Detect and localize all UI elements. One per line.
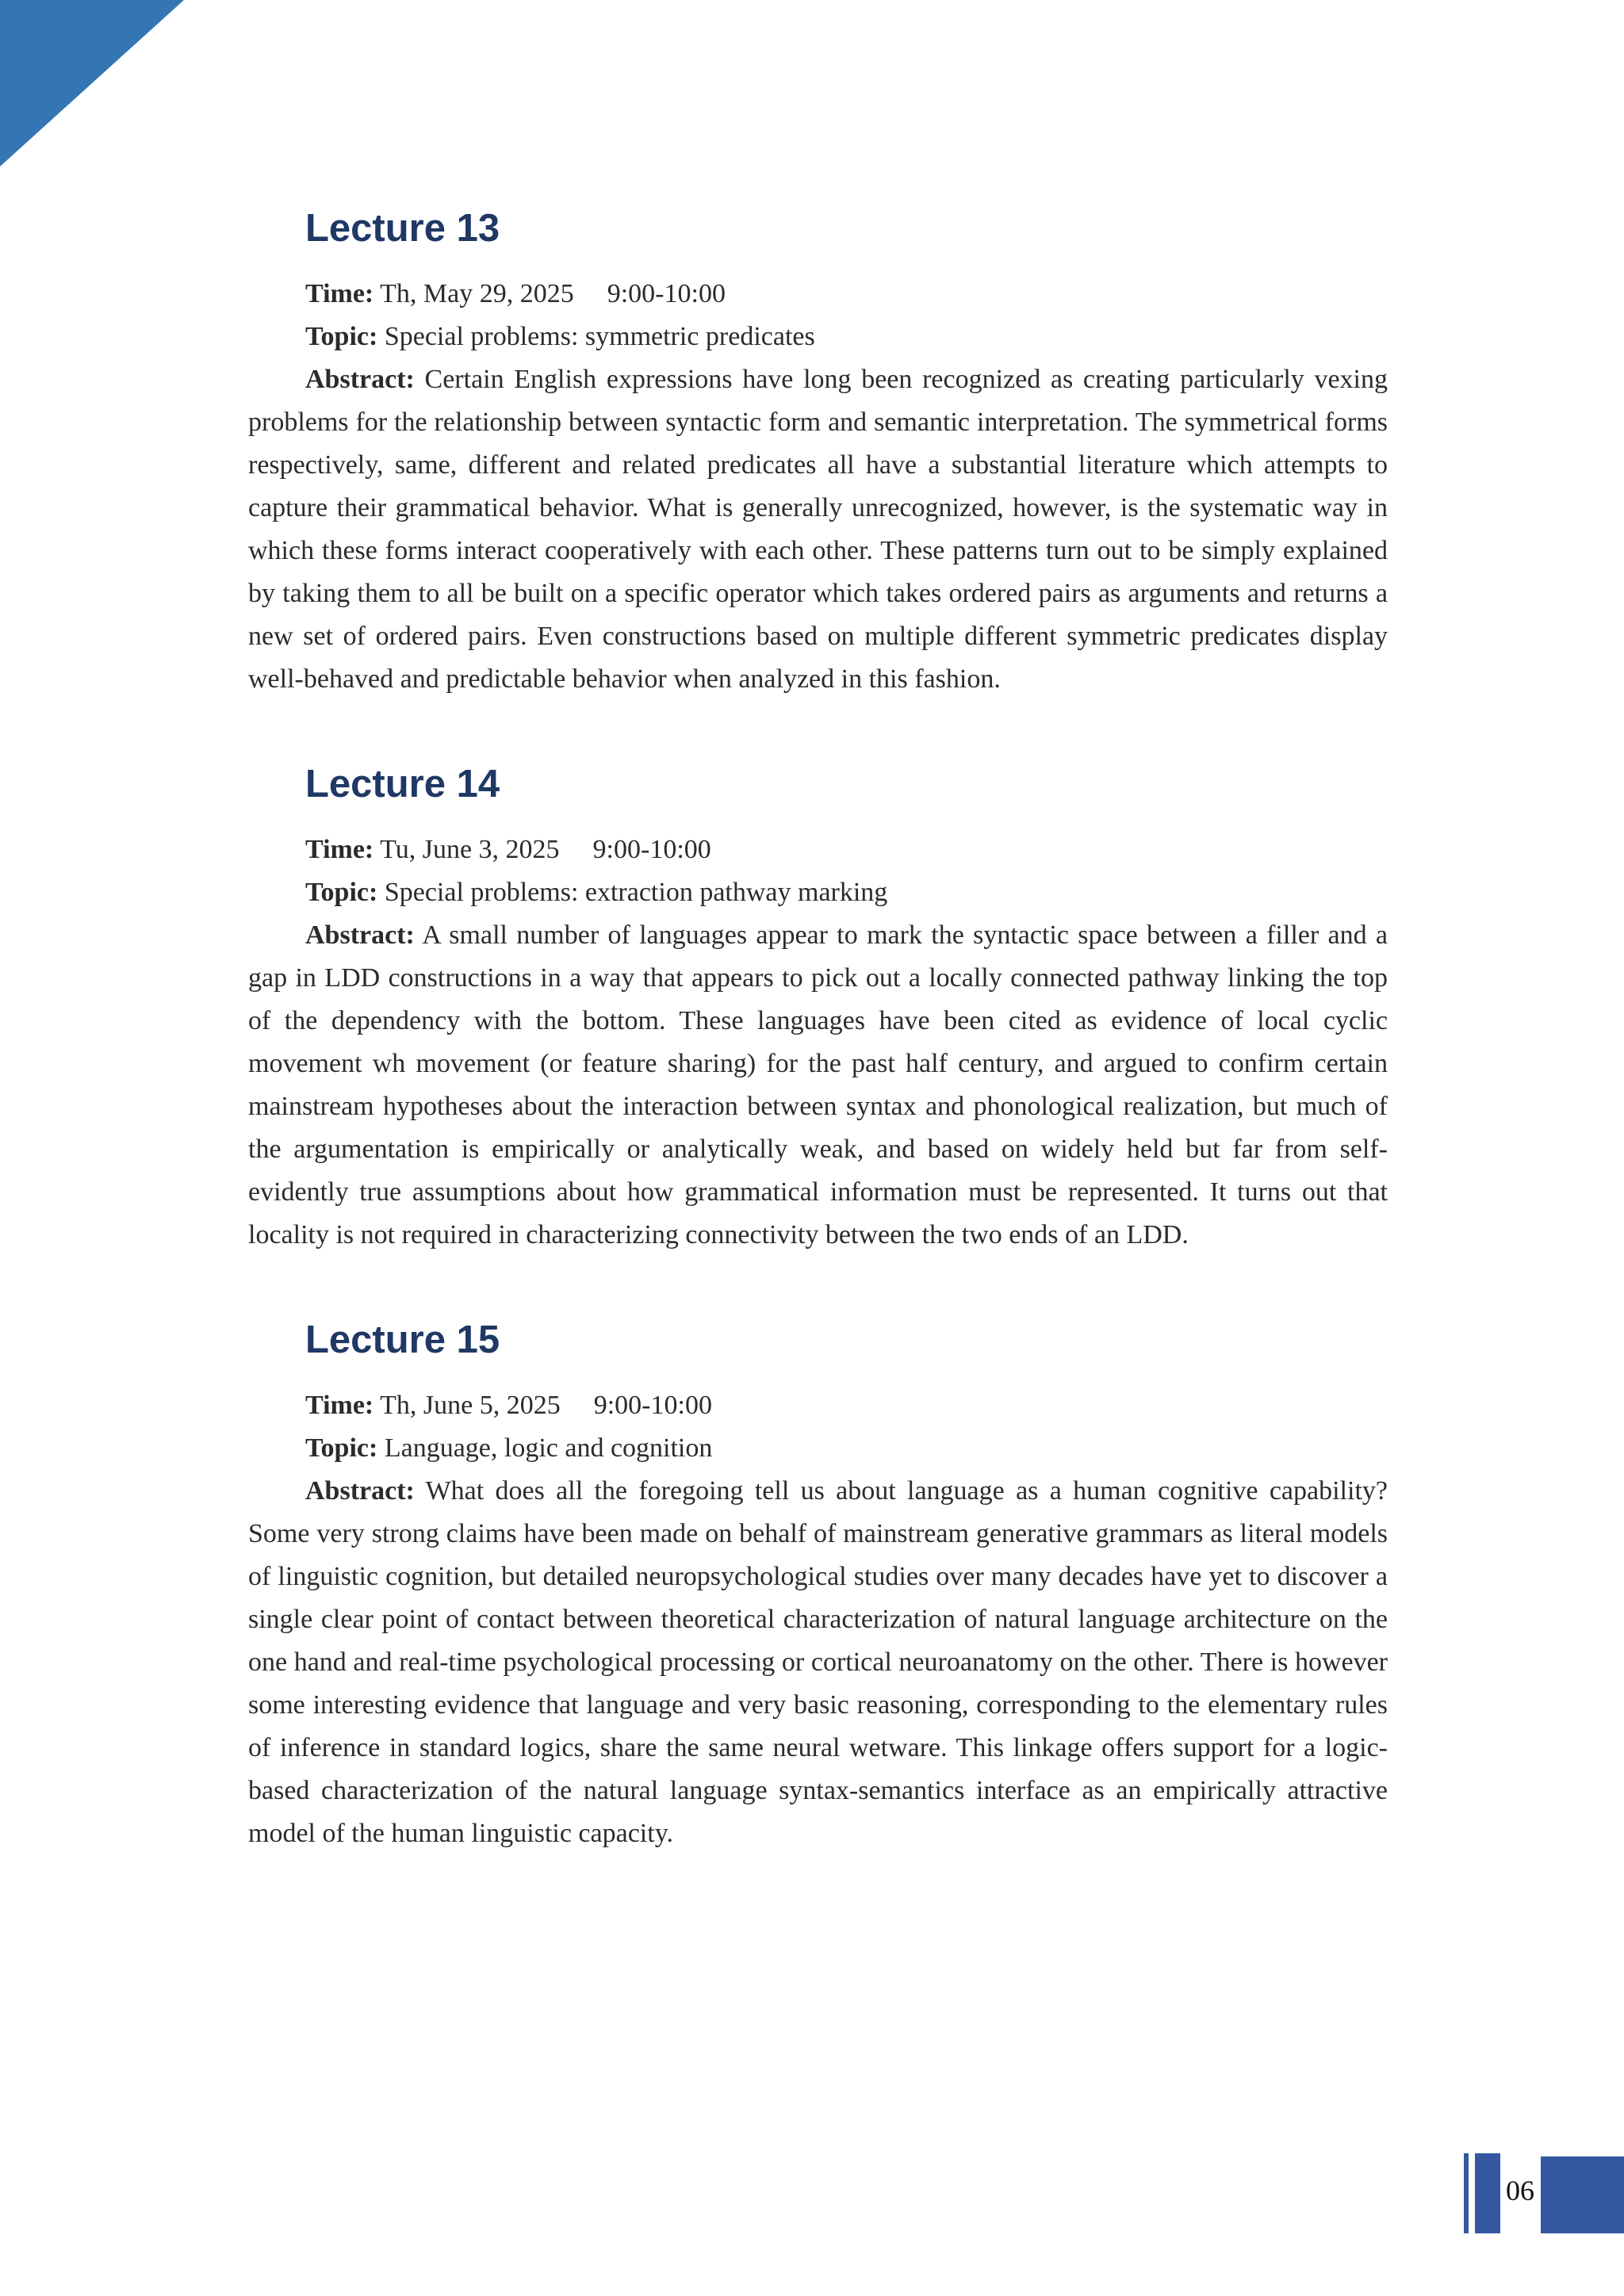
time-label: Time: xyxy=(305,1391,374,1420)
lecture-14-topic-line xyxy=(248,871,1388,914)
page-number: 06 xyxy=(1506,2175,1534,2206)
time-hours: 9:00-10:00 xyxy=(592,835,711,864)
lecture-13-abstract xyxy=(248,358,1388,701)
lecture-14-title: Lecture 14 xyxy=(305,763,500,806)
footer-thin-bar-decoration xyxy=(1464,2153,1469,2233)
time-date: Tu, June 3, 2025 xyxy=(380,835,560,864)
footer-rect-decoration xyxy=(1541,2156,1624,2233)
topic-value: Special problems: extraction pathway marking xyxy=(384,878,888,907)
time-hours: 9:00-10:00 xyxy=(593,1391,712,1420)
lecture-13-time-line xyxy=(248,273,1388,316)
lecture-15-title: Lecture 15 xyxy=(305,1318,500,1361)
footer-thick-bar-decoration xyxy=(1475,2153,1500,2233)
time-label: Time: xyxy=(305,835,374,864)
topic-label: Topic: xyxy=(305,322,378,351)
time-label: Time: xyxy=(305,279,374,308)
lecture-15-section xyxy=(248,1317,1388,1855)
abstract-text: A small number of languages appear to mark the syntactic space between a filler and a gap in LDD constructions in a way that appears to pick out a locally connected pathway linking the top of the dependency with the bottom. These languages have been cited as evidence of local cyclic movement wh movement (or feature sharing) for the past half century, and argued to confirm certain mainstream hypotheses about the interaction between syntax and phonological realization, but much of the argumentation is empirically or analytically weak, and based on widely held but far from self-evidently true assumptions about how grammatical information must be represented. It turns out that locality is not required in characterizing connectivity between the two ends of an LDD. xyxy=(248,920,1388,1249)
abstract-text: What does all the foregoing tell us about language as a human cognitive capability? Some very strong claims have been made on behalf of mainstream generative grammars as literal models of linguistic cognition, but detailed neuropsychological studies over many decades have yet to discover a single clear point of contact between theoretical characterization of natural language architecture on the one hand and real-time psychological processing or cortical neuroanatomy on the other. There is however some interesting evidence that language and very basic reasoning, corresponding to the elementary rules of inference in standard logics, share the same neural wetware. This linkage offers support for a logic-based characterization of the natural language syntax-semantics interface as an empirically attractive model of the human linguistic capacity. xyxy=(248,1476,1388,1848)
time-hours: 9:00-10:00 xyxy=(607,279,726,308)
lecture-14-section xyxy=(248,761,1388,1257)
lecture-15-time-line xyxy=(248,1384,1388,1427)
lecture-13-title: Lecture 13 xyxy=(305,207,500,250)
time-date: Th, June 5, 2025 xyxy=(380,1391,561,1420)
topic-value: Language, logic and cognition xyxy=(384,1433,713,1463)
lecture-15-abstract xyxy=(248,1470,1388,1855)
lecture-13-topic-line xyxy=(248,316,1388,358)
abstract-text: Certain English expressions have long been recognized as creating particularly vexing problems for the relationship between syntactic form and semantic interpretation. The symmetrical forms respectively, same, different and related predicates all have a substantial literature which attempts to capture their grammatical behavior. What is generally unrecognized, however, is the systematic way in which these forms interact cooperatively with each other. These patterns turn out to be simply explained by taking them to all be built on a specific operator which takes ordered pairs as arguments and returns a new set of ordered pairs. Even constructions based on multiple different symmetric predicates display well-behaved and predictable behavior when analyzed in this fashion. xyxy=(248,365,1388,694)
abstract-label: Abstract: xyxy=(305,920,415,950)
lecture-14-abstract xyxy=(248,914,1388,1257)
abstract-label: Abstract: xyxy=(305,365,415,394)
abstract-label: Abstract: xyxy=(305,1476,415,1506)
topic-label: Topic: xyxy=(305,878,378,907)
lecture-13-section xyxy=(248,205,1388,701)
topic-label: Topic: xyxy=(305,1433,378,1463)
time-date: Th, May 29, 2025 xyxy=(380,279,574,308)
lecture-14-time-line xyxy=(248,828,1388,871)
topic-value: Special problems: symmetric predicates xyxy=(384,322,815,351)
corner-triangle-decoration xyxy=(0,0,184,166)
lecture-15-topic-line xyxy=(248,1427,1388,1470)
page-content xyxy=(248,0,1388,1855)
